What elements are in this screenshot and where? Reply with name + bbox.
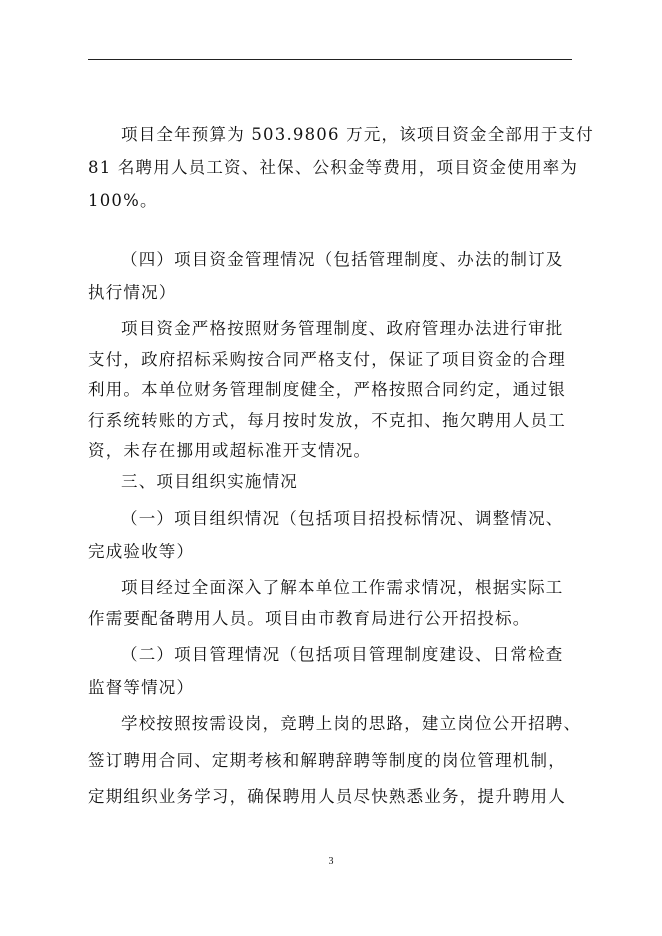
text-line: 利用。本单位财务管理制度健全，严格按照合同约定，通过银: [88, 380, 566, 399]
text-line: 资，未存在挪用或超标准开支情况。: [88, 441, 372, 460]
header-rule: [88, 59, 572, 60]
text-line: 完成验收等）: [88, 542, 195, 561]
organization-paragraph: [88, 573, 578, 634]
project-management-paragraph: [88, 706, 582, 816]
text-line: 支付，政府招标采购按合同严格支付，保证了项目资金的合理: [88, 349, 566, 369]
text-line: （四）项目资金管理情况（包括管理制度、办法的制订及: [121, 250, 564, 269]
budget-paragraph: [88, 118, 594, 217]
text-line: 签订聘用合同、定期考核和解聘辞聘等制度的岗位管理机制，: [88, 750, 566, 770]
text-line: （一）项目组织情况（包括项目招投标情况、调整情况、: [121, 509, 564, 528]
text-line: 定期组织业务学习，确保聘用人员尽快熟悉业务，提升聘用人: [88, 787, 566, 806]
section-heading-fund-management: [88, 243, 578, 309]
text-line: 项目全年预算为 503.9806 万元，该项目资金全部用于支付: [121, 125, 594, 144]
text-line: 作需要配备聘用人员。项目由市教育局进行公开招投标。: [88, 608, 531, 628]
section-heading-implementation: [88, 466, 578, 498]
text-line: 学校按照按需设岗，竞聘上岗的思路，建立岗位公开招聘、: [121, 714, 582, 733]
text-line: 项目资金严格按照财务管理制度、政府管理办法进行审批: [121, 319, 564, 338]
text-line: 项目经过全面深入了解本单位工作需求情况，根据实际工: [121, 578, 564, 597]
text-line: 81 名聘用人员工资、社保、公积金等费用，项目资金使用率为: [88, 158, 579, 177]
page-number: 3: [328, 856, 334, 867]
section-heading-project-management: [88, 638, 578, 704]
section-heading-organization: [88, 502, 578, 568]
text-line: （二）项目管理情况（包括项目管理制度建设、日常检查: [121, 645, 564, 664]
text-line: 三、项目组织实施情况: [121, 472, 298, 491]
fund-management-paragraph: [88, 314, 578, 467]
text-line: 行系统转账的方式，每月按时发放，不克扣、拖欠聘用人员工: [88, 410, 566, 430]
text-line: 100%。: [88, 191, 158, 210]
text-line: 执行情况）: [88, 283, 177, 302]
text-line: 监督等情况）: [88, 678, 195, 697]
